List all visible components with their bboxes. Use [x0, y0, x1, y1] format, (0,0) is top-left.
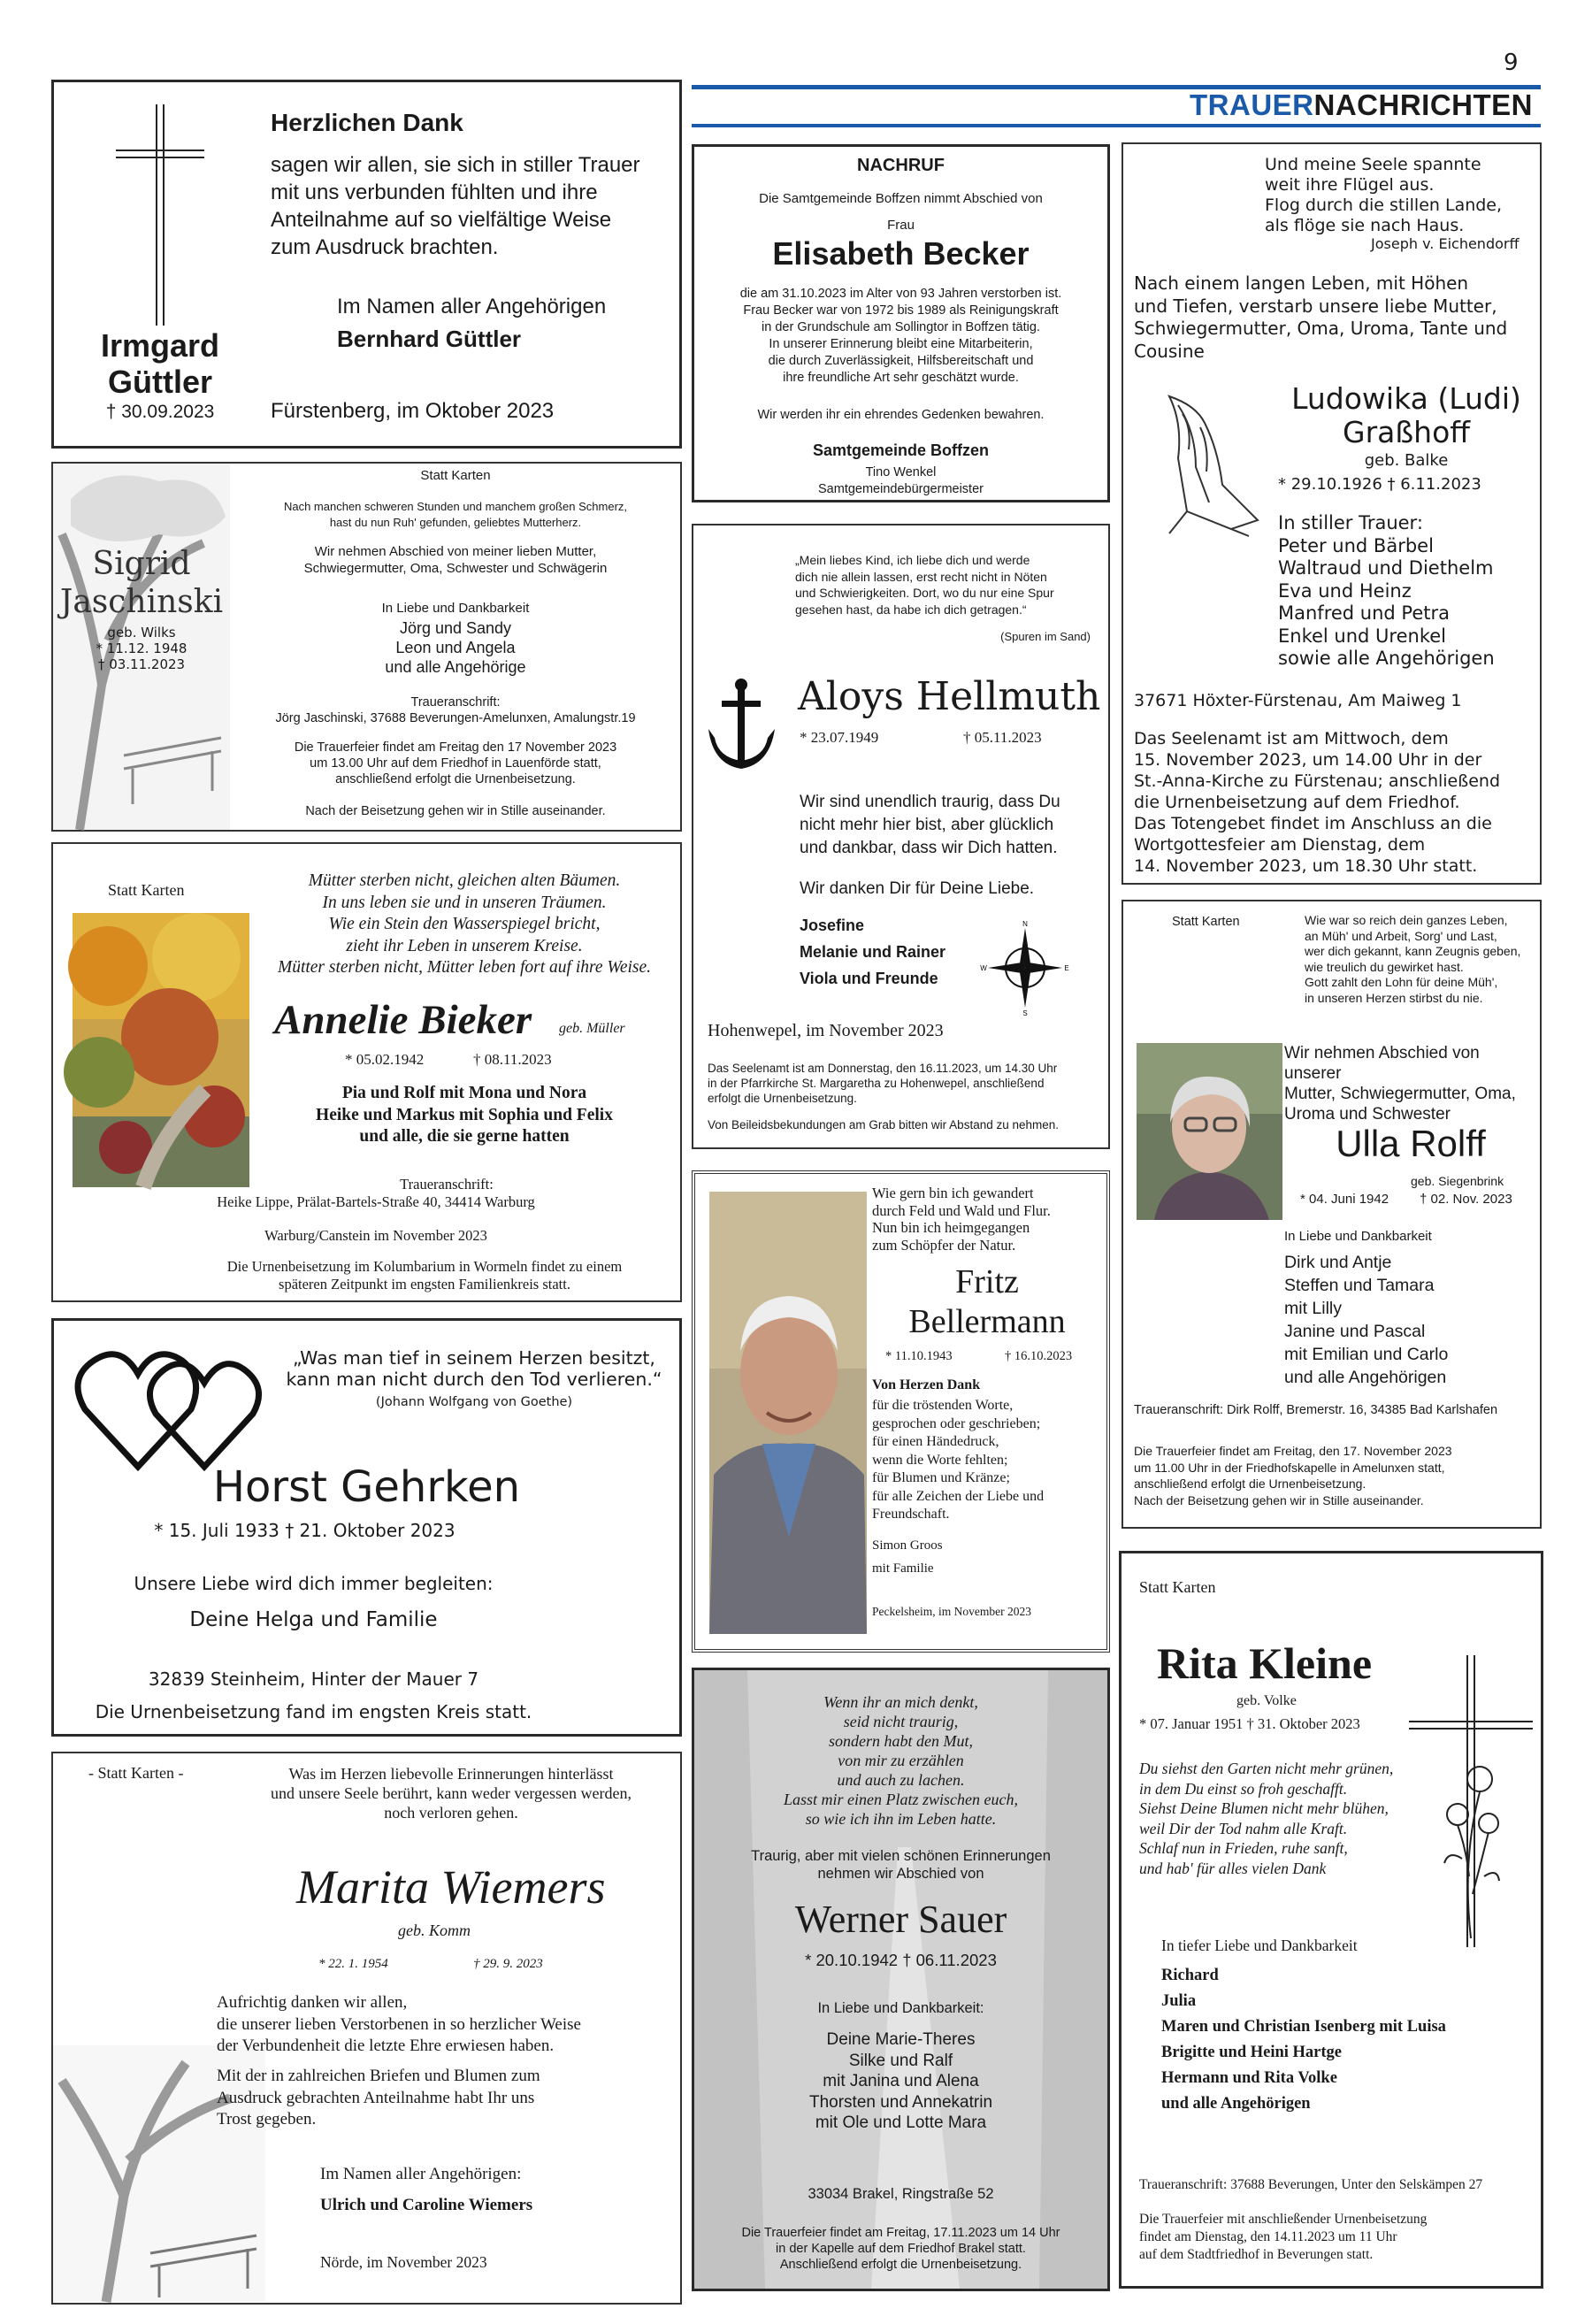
compass-west-label: W	[980, 964, 987, 972]
intro: Die Samtgemeinde Boffzen nimmt Abschied von	[759, 191, 1043, 206]
signoff: Im Namen aller Angehörigen:	[320, 2165, 522, 2183]
death-date: † 29. 9. 2023	[473, 1957, 543, 1971]
header-rule-bottom	[692, 124, 1541, 127]
address-label: Traueranschrift:	[400, 1176, 494, 1193]
header: Statt Karten	[1139, 1578, 1216, 1596]
place-date: Nörde, im November 2023	[320, 2253, 487, 2271]
thanks: In tiefer Liebe und Dankbarkeit	[1161, 1937, 1358, 1954]
quote-source: (Johann Wolfgang von Goethe)	[375, 1395, 573, 1409]
mourners: Pia und Rolf mit Mona und Nora Heike und Markus mit Sophia und Felix und alle, die sie gerne hatten	[316, 1084, 613, 1146]
deceased-last-name: Güttler	[107, 364, 212, 400]
page-number: 9	[1504, 50, 1519, 76]
notice-title: Herzlichen Dank	[271, 109, 463, 136]
intro: Nach einem langen Leben, mit Höhen und Tiefen, verstarb unsere liebe Mutter, Schwiegermutter, Oma, Uroma, Tante und Cousine	[1134, 272, 1508, 362]
notice-text: die am 31.10.2023 im Alter von 93 Jahren verstorben ist. Frau Becker war von 1972 bis 1989 als Reinigungskraft in der Grundschule am Sollingtor in Boffzen tätig. In unserer Erinnerung bleibt eine Mitarbeiterin, die durch Zuverlässigkeit, Hilfsbereitschaft und ihre freundliche Art sehr geschätzt wurde.	[739, 287, 1062, 385]
poem: Wenn ihr an mich denkt, seid nicht traurig, sondern habt den Mut, von mir zu erzählen und auch zu lachen. Lasst mir einen Platz zwischen euch, so wie ich ihn im Leben hatte.	[784, 1693, 1018, 1828]
signer: Tino Wenkel	[865, 465, 937, 479]
deceased-name: Ulla Rolff	[1336, 1123, 1486, 1164]
notice-sauer	[692, 1668, 1110, 2291]
birth-date: * 04. Juni 1942	[1300, 1192, 1389, 1207]
organisation: Samtgemeinde Boffzen	[812, 441, 990, 459]
anchor-icon	[704, 676, 779, 773]
service: Die Trauerfeier mit anschließender Urnenbeisetzung findet am Dienstag, den 14.11.2023 um 11 Uhr auf dem Stadtfriedhof in Beverungen statt.	[1139, 2212, 1428, 2262]
born-name: geb. Wilks	[107, 625, 176, 640]
salutation: Frau	[887, 218, 915, 233]
dates: * 15. Juli 1933 † 21. Oktober 2023	[154, 1520, 455, 1541]
born-name: geb. Komm	[398, 1921, 471, 1939]
deceased-name: Elisabeth Becker	[772, 235, 1030, 272]
header: Statt Karten	[1172, 915, 1240, 929]
cross-with-roses-icon	[1409, 1655, 1533, 1947]
signer: Simon Groos	[872, 1538, 943, 1553]
notice-text-1: Aufrichtig danken wir allen, die unserer lieben Verstorbenen in so herzlicher Weise der Verbundenheit die letzte Ehre erwiesen haben.	[217, 1993, 581, 2055]
deceased-name-1: Ludowika (Ludi)	[1291, 381, 1521, 416]
mourners: Josefine Melanie und Rainer Viola und Freunde	[800, 917, 946, 987]
born-name: geb. Volke	[1236, 1693, 1297, 1708]
section-title-prefix: TRAUER	[1190, 88, 1314, 121]
address: Heike Lippe, Prälat-Bartels-Straße 40, 34414 Warburg	[217, 1193, 535, 1210]
mourners: In stiller Trauer: Peter und Bärbel Waltraud und Diethelm Eva und Heinz Manfred und Petra Enkel und Urenkel sowie alle Angehörigen	[1278, 512, 1495, 669]
quote-source: (Spuren im Sand)	[1000, 630, 1091, 643]
mourners: Jörg und Sandy Leon und Angela und alle Angehörige	[385, 619, 526, 676]
notice-grasshoff	[1122, 142, 1542, 885]
service: Die Urnenbeisetzung im Kolumbarium in Wormeln findet zu einem späteren Zeitpunkt im engsten Familienkreis statt.	[226, 1258, 623, 1292]
header: Statt Karten	[108, 881, 185, 899]
quote: „Mein liebes Kind, ich liebe dich und werde dich nie allein lassen, erst recht nicht in Nöten und Schwierigkeiten. Dort, wo du nur eine Spur gesehen hast, da habe ich dich getragen.“	[795, 553, 1054, 617]
compass-north-label: N	[1022, 920, 1028, 928]
born-name: geb. Balke	[1364, 451, 1449, 470]
place-date: Warburg/Canstein im November 2023	[264, 1227, 487, 1244]
address: 33034 Brakel, Ringstraße 52	[808, 2186, 994, 2202]
thanks-text: sagen wir allen, sie sich in stiller Trauer mit uns verbunden fühlten und ihre Anteilnahme auf so vielfältige Weise zum Ausdruck brachten.	[271, 153, 640, 259]
notice-text: Wir sind unendlich traurig, dass Du nicht mehr hier bist, aber glücklich und dankbar, dass wir Dich hatten.	[800, 793, 1060, 857]
notice-wiemers	[51, 1752, 682, 2305]
dates: * 07. Januar 1951 † 31. Oktober 2023	[1139, 1715, 1360, 1732]
final-note: Nach der Beisetzung gehen wir in Stille auseinander.	[305, 804, 606, 818]
family: Deine Helga und Familie	[189, 1608, 438, 1631]
deceased-name: Werner Sauer	[794, 1898, 1007, 1941]
death-date: † 03.11.2023	[97, 656, 186, 672]
death-date: † 16.10.2023	[1005, 1349, 1073, 1363]
memory-text: Wir werden ihr ein ehrendes Gedenken bewahren.	[757, 408, 1045, 422]
place-date: Peckelsheim, im November 2023	[872, 1605, 1031, 1618]
death-date: † 08.11.2023	[473, 1051, 552, 1068]
mourners: Dirk und Antje Steffen und Tamara mit Lilly Janine und Pascal mit Emilian und Carlo und alle Angehörigen	[1284, 1253, 1449, 1387]
thanks: In Liebe und Dankbarkeit	[381, 601, 530, 616]
poem: Du siehst den Garten nicht mehr grünen, in dem Du einst so froh geschafft. Siehst Deine Blumen nicht mehr blühen, weil Dir der Tod nahm alle Kraft. Schlaf nun in Frieden, ruhe sanft, und hab' für alles vielen Dank	[1139, 1760, 1394, 1877]
deceased-first-name: Fritz	[955, 1263, 1019, 1300]
address-label: Traueranschrift:	[410, 695, 501, 709]
quote: „Was man tief in seinem Herzen besitzt, kann man nicht durch den Tod verlieren.“	[286, 1347, 662, 1390]
address: Jörg Jaschinski, 37688 Beverungen-Amelunxen, Amalungstr.19	[275, 711, 636, 725]
address: 32839 Steinheim, Hinter der Mauer 7	[148, 1668, 479, 1690]
death-date: † 30.09.2023	[105, 402, 215, 422]
notice-text: Wir nehmen Abschied von meiner lieben Mutter, Schwiegermutter, Oma, Schwester und Schwägerin	[303, 544, 608, 576]
dates: * 29.10.1926 † 6.11.2023	[1278, 475, 1481, 494]
dates: * 20.10.1942 † 06.11.2023	[805, 1951, 997, 1969]
poem: Wie war so reich dein ganzes Leben, an Müh' und Arbeit, Sorg' und Last, wer dich gekannt, kann Zeugnis geben, wie treulich du gewirket hast. Gott zahlt den Lohn für deine Müh', in unseren Herzen stirbst du nie.	[1305, 913, 1521, 1005]
cross-icon	[116, 104, 204, 326]
notice-gehrken	[51, 1318, 682, 1737]
born-name: geb. Siegenbrink	[1411, 1174, 1504, 1188]
two-hearts-icon	[72, 1343, 275, 1471]
deceased-last-name: Bellermann	[908, 1303, 1066, 1340]
thanks-heading: Von Herzen Dank	[872, 1377, 981, 1392]
birth-date: * 11.10.1943	[885, 1349, 953, 1363]
deceased-name: Annelie Bieker	[274, 997, 532, 1043]
notice-jaschinski	[51, 462, 682, 832]
notice-text: Unsere Liebe wird dich immer begleiten:	[134, 1573, 494, 1594]
address: Traueranschrift: Dirk Rolff, Bremerstr. 16, 34385 Bad Karlshafen	[1134, 1403, 1498, 1417]
deceased-first-name: Sigrid	[92, 546, 191, 582]
thanks: In Liebe und Dankbarkeit:	[817, 2000, 984, 2016]
signoff: Im Namen aller Angehörigen	[337, 295, 607, 318]
deceased-name: Aloys Hellmuth	[798, 674, 1101, 719]
service: Die Urnenbeisetzung fand im engsten Kreis statt.	[95, 1701, 532, 1722]
thanks: Wir danken Dir für Deine Liebe.	[800, 879, 1035, 898]
thanks-text: für die tröstenden Worte, gesprochen oder geschrieben; für einen Händedruck, wenn die Worte fehlten; für Blumen und Kränze; für alle Zeichen der Liebe und Freundschaft.	[872, 1398, 1045, 1522]
service: Die Trauerfeier findet am Freitag den 17 November 2023 um 13.00 Uhr auf dem Friedhof in Lauenförde statt, anschließend erfolgt die Urnenbeisetzung.	[294, 740, 617, 786]
service: Das Seelenamt ist am Donnerstag, den 16.11.2023, um 14.30 Uhr in der Pfarrkirche St. Margaretha zu Hohenwepel, anschließend erfolgt die Urnenbeisetzung.	[708, 1062, 1058, 1105]
poem: Wie gern bin ich gewandert durch Feld und Wald und Flur. Nun bin ich heimgegangen zum Schöpfer der Natur.	[872, 1185, 1051, 1254]
notice-rolff	[1122, 900, 1542, 1529]
birth-date: * 23.07.1949	[800, 729, 879, 746]
address: Traueranschrift: 37688 Beverungen, Unter den Selskämpen 27	[1139, 2177, 1483, 2192]
notice-hellmuth	[692, 524, 1110, 1149]
section-title	[1190, 88, 1533, 122]
compass-south-label: S	[1022, 1009, 1028, 1017]
intro: Traurig, aber mit vielen schönen Erinnerungen nehmen wir Abschied von	[751, 1848, 1051, 1882]
notice-text-2: Mit der in zahlreichen Briefen und Blumen zum Ausdruck gebrachten Anteilnahme habt Ihr uns Trost gegeben.	[217, 2067, 540, 2128]
death-date: † 05.11.2023	[963, 729, 1042, 746]
poem: Mütter sterben nicht, gleichen alten Bäumen. In uns leben sie und in unseren Träumen. Wie ein Stein den Wasserspiegel bricht, zieht ihr Leben in unserem Kreise. Mütter sterben nicht, Mütter leben fort auf ihre Weise.	[277, 871, 652, 977]
header: - Statt Karten -	[88, 1764, 184, 1782]
notice-bellermann	[692, 1170, 1110, 1653]
note: Von Beileidsbekundungen am Grab bitten wir Abstand zu nehmen.	[708, 1118, 1060, 1131]
praying-hands-icon	[1134, 387, 1267, 538]
signer-role: Samtgemeindebürgermeister	[818, 482, 984, 496]
mourners: Richard Julia Maren und Christian Isenberg mit Luisa Brigitte und Heini Hartge Hermann und Rita Volke und alle Angehörigen	[1161, 1967, 1446, 2113]
autumn-garden-photo	[73, 913, 249, 1187]
header: Statt Karten	[420, 468, 491, 483]
notice-kleine	[1119, 1551, 1543, 2289]
deceased-last-name: Jaschinski	[59, 584, 224, 620]
deceased-name-2: Graßhoff	[1343, 415, 1470, 449]
address: 37671 Höxter-Fürstenau, Am Maiweg 1	[1134, 691, 1462, 710]
poem: Und meine Seele spannte weit ihre Flügel aus. Flog durch die stillen Lande, als flöge sie nach Haus.	[1265, 155, 1503, 235]
portrait-photo	[1137, 1043, 1282, 1220]
intro: Wir nehmen Abschied von unserer Mutter, Schwiegermutter, Oma, Uroma und Schwester	[1284, 1044, 1516, 1124]
section-title-suffix: NACHRICHTEN	[1313, 88, 1533, 121]
birth-date: * 22. 1. 1954	[318, 1957, 388, 1971]
place-date: Hohenwepel, im November 2023	[708, 1021, 944, 1040]
notice-guettler	[51, 80, 682, 449]
notice-bieker	[51, 842, 682, 1302]
signer: Ulrich und Caroline Wiemers	[320, 2196, 533, 2214]
signer-family: mit Familie	[872, 1561, 934, 1576]
deceased-first-name: Irmgard	[100, 327, 220, 364]
born-name: geb. Müller	[559, 1021, 625, 1036]
place-date: Fürstenberg, im Oktober 2023	[271, 399, 555, 423]
compass-east-label: E	[1064, 964, 1069, 972]
notice-becker	[692, 144, 1110, 502]
mourners: Deine Marie-Theres Silke und Ralf mit Janina und Alena Thorsten und Annekatrin mit Ole und Lotte Mara	[808, 2030, 993, 2132]
quote: Nach manchen schweren Stunden und manchem großen Schmerz, hast du nun Ruh' gefunden, geliebtes Mutterherz.	[283, 500, 628, 529]
service: Die Trauerfeier findet am Freitag, 17.11.2023 um 14 Uhr in der Kapelle auf dem Friedhof Brakel statt. Anschließend erfolgt die Urnenbeisetzung.	[741, 2226, 1060, 2272]
birth-date: * 05.02.1942	[345, 1051, 425, 1068]
quote: Was im Herzen liebevolle Erinnerungen hinterlässt und unsere Seele berührt, kann weder vergessen werden, noch verloren gehen.	[270, 1765, 632, 1822]
deceased-name: Rita Kleine	[1157, 1638, 1373, 1688]
signer: Bernhard Güttler	[337, 326, 522, 352]
compass-rose-icon	[981, 919, 1069, 1016]
deceased-name: Marita Wiemers	[296, 1860, 606, 1914]
deceased-name: Horst Gehrken	[212, 1462, 521, 1512]
portrait-photo	[709, 1192, 867, 1634]
service: Die Trauerfeier findet am Freitag, den 17. November 2023 um 11.00 Uhr in der Friedhofskapelle in Amelunxen statt, anschließend erfolgt die Urnenbeisetzung. Nach der Beisetzung gehen wir in Stille auseinander.	[1134, 1444, 1452, 1507]
birth-date: * 11.12. 1948	[96, 640, 188, 656]
death-date: † 02. Nov. 2023	[1420, 1192, 1512, 1207]
service: Das Seelenamt ist am Mittwoch, dem 15. November 2023, um 14.00 Uhr in der St.-Anna-Kirche zu Fürstenau; anschließend die Urnenbeisetzung auf dem Friedhof. Das Totengebet findet im Anschluss an die Wortgottesfeier am Dienstag, dem 14. November 2023, um 18.30 Uhr statt.	[1134, 729, 1501, 876]
notice-heading: NACHRUF	[857, 156, 945, 175]
thanks: In Liebe und Dankbarkeit	[1284, 1229, 1432, 1244]
poet: Joseph v. Eichendorff	[1371, 235, 1520, 252]
